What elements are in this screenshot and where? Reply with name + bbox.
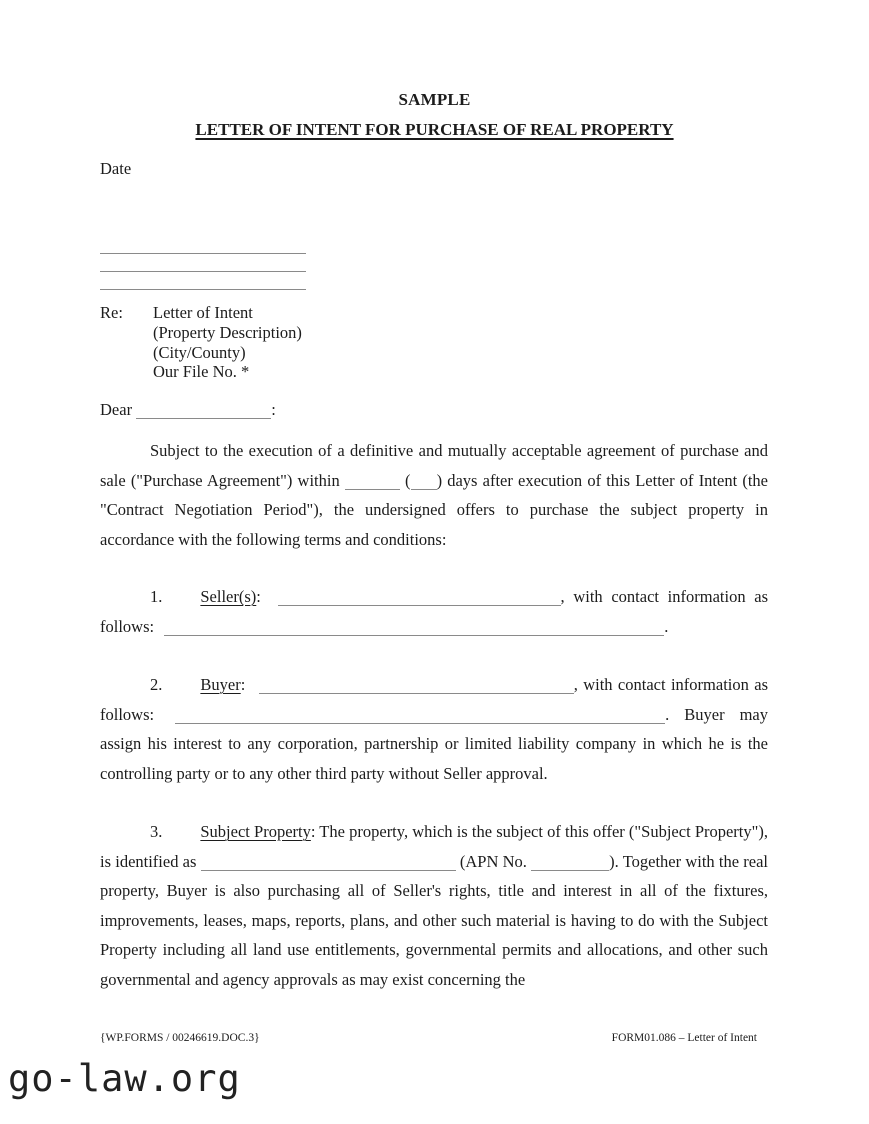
blank-fill-line [175,709,665,724]
tab-spacer [162,689,200,690]
underlined-label: Buyer [200,675,241,694]
address-blank-line [100,272,306,290]
blank-fill-line [345,475,400,490]
go-law-watermark: go-law.org [8,1057,241,1100]
item-paragraph-sellers: 1. Seller(s): , with contact information as follows: . [100,587,768,636]
document-title [0,119,869,141]
salutation-line: Dear : [100,400,276,419]
tab-spacer [162,601,200,602]
page-footer [100,1031,757,1046]
address-block [100,236,306,290]
item-paragraph-subject-property: 3. Subject Property: The property, which is the subject of this offer ("Subject Property"), is identified as (APN No. ). Together with the real property, Buyer is also purchasing all of Seller's rights, title and interest in all of the fixtures, improvements, leases, maps, reports, plans, and other such material is having to do with the Subject Property including all land use entitlements, governmental permits and allocations, and other such governmental and agency approvals as may exist concerning the [100,822,769,989]
document-title-text: LETTER OF INTENT FOR PURCHASE OF REAL PROPERTY [195,120,674,139]
sample-heading: SAMPLE [398,90,471,109]
address-blank-line [100,236,306,254]
blank-fill-line [411,475,437,490]
re-line-file-no: Our File No. * [153,362,250,382]
blank-fill-line [201,856,456,871]
tab-spacer [162,836,200,837]
re-line-property-description: (Property Description) [153,322,302,342]
tab-spacer [251,689,259,690]
footer-form-id: FORM01.086 – Letter of Intent [611,1032,757,1044]
address-blank-line [100,254,306,272]
blank-fill-line [278,591,561,606]
re-line-city-county: (City/County) [153,342,246,362]
underlined-label: Subject Property [200,822,311,841]
blank-fill-line [531,856,609,871]
intro-paragraph: Subject to the execution of a definitive and mutually acceptable agreement of purchase and sale ("Purchase Agreement") within ( ) days after execution of this Letter of Intent (the "Contract Negotiation Period"), the undersigned offers to purchase the subject property in accordance with the following terms and conditions: [100,441,768,549]
footer-doc-id: {WP.FORMS / 00246619.DOC.3} [100,1032,260,1044]
item-paragraph-buyer: 2. Buyer: , with contact information as follows: . Buyer may assign his interest to any corporation, partnership or limited liability company in which he is the controlling party or to any other third party without Seller approval. [100,675,768,783]
blank-fill-line [164,621,664,636]
blank-fill-line [259,679,574,694]
blank-fill-line [136,404,271,419]
underlined-label: Seller(s) [200,587,257,606]
re-block [100,303,302,382]
re-lines [153,303,302,382]
date-label: Date [100,159,132,178]
tab-spacer [270,601,278,602]
re-label: Re: [100,303,123,322]
re-line-subject: Letter of Intent [153,303,253,322]
